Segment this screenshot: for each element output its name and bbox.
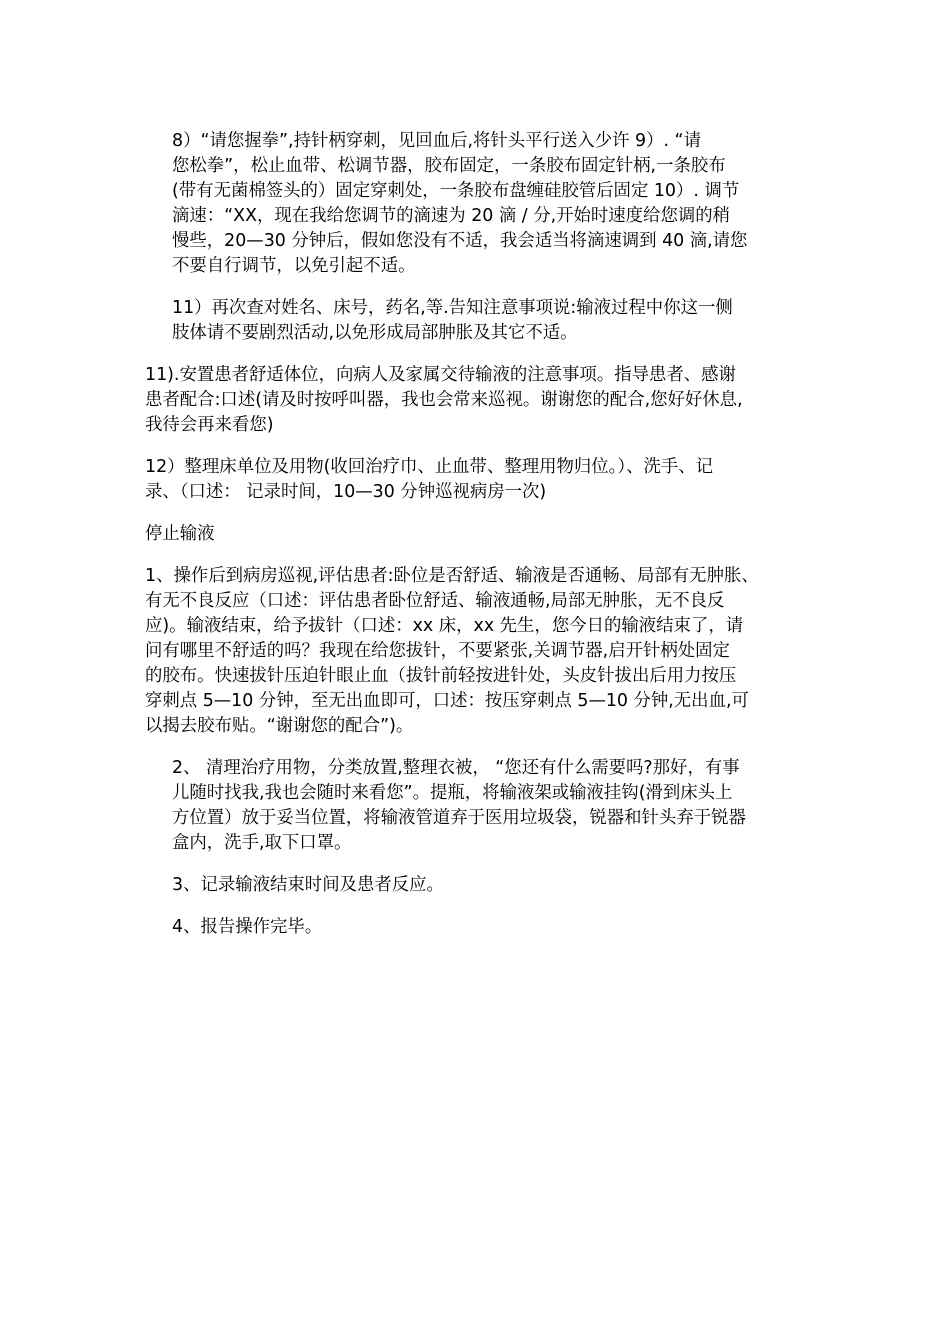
text-line: 11）再次查对姓名、床号，药名,等.告知注意事项说:输液过程中你这一侧 xyxy=(172,298,733,318)
text-line: 儿随时找我,我也会随时来看您”。提瓶，将输液架或输液挂钩(滑到床头上 xyxy=(172,783,733,803)
text-line: 肢体请不要剧烈活动,以免形成局部肿胀及其它不适。 xyxy=(172,323,578,343)
text-line: 您松拳”，松止血带、松调节器，胶布固定，一条胶布固定针柄,一条胶布 xyxy=(172,156,726,176)
text-line: 问有哪里不舒适的吗？我现在给您拔针，不要紧张,关调节器,启开针柄处固定 xyxy=(145,641,730,661)
text-line: 11).安置患者舒适体位，向病人及家属交待输液的注意事项。指导患者、感谢 xyxy=(145,365,736,385)
text-line: 应)。输液结束，给予拔针（口述：xx 床，xx 先生，您今日的输液结束了，请 xyxy=(145,616,744,636)
text-line: 8）“请您握拳”,持针柄穿刺，见回血后,将针头平行送入少许 9）. “请 xyxy=(172,131,701,151)
text-line: 我待会再来看您) xyxy=(145,415,274,435)
text-line: 3、记录输液结束时间及患者反应。 xyxy=(172,875,444,895)
text-line: 方位置）放于妥当位置，将输液管道弃于医用垃圾袋，锐器和针头弃于锐器 xyxy=(172,808,746,828)
text-line: 录、（口述： 记录时间，10—30 分钟巡视病房一次) xyxy=(145,482,547,502)
text-line: 穿刺点 5—10 分钟，至无出血即可，口述：按压穿刺点 5—10 分钟,无出血,可 xyxy=(145,691,749,711)
text-line: 12）整理床单位及用物(收回治疗巾、止血带、整理用物归位。）、洗手、记 xyxy=(145,457,714,477)
text-line: 慢些，20—30 分钟后，假如您没有不适，我会适当将滴速调到 40 滴,请您 xyxy=(172,231,748,251)
text-line: 4、报告操作完毕。 xyxy=(172,917,323,937)
text-line: 的胶布。快速拔针压迫针眼止血（拔针前轻按进针处，头皮针拔出后用力按压 xyxy=(145,666,737,686)
text-line: 盒内，洗手,取下口罩。 xyxy=(172,833,352,853)
text-line: 有无不良反应（口述：评估患者卧位舒适、输液通畅,局部无肿胀，无不良反 xyxy=(145,591,725,611)
text-line: 1、操作后到病房巡视,评估患者:卧位是否舒适、输液是否通畅、局部有无肿胀、 xyxy=(145,566,759,586)
text-line: 2、 清理治疗用物，分类放置,整理衣被， “您还有什么需要吗?那好，有事 xyxy=(172,758,740,778)
text-line: (带有无菌棉签头的）固定穿刺处，一条胶布盘缠硅胶管后固定 10）. 调节 xyxy=(172,181,740,201)
text-line: 不要自行调节，以免引起不适。 xyxy=(172,256,416,276)
text-line: 以揭去胶布贴。“谢谢您的配合”)。 xyxy=(145,716,414,736)
text-line: 患者配合:口述(请及时按呼叫器，我也会常来巡视。谢谢您的配合,您好好休息, xyxy=(145,390,743,410)
section-heading: 停止输液 xyxy=(145,524,215,544)
text-line: 滴速：“XX，现在我给您调节的滴速为 20 滴 / 分,开始时速度给您调的稍 xyxy=(172,206,731,226)
